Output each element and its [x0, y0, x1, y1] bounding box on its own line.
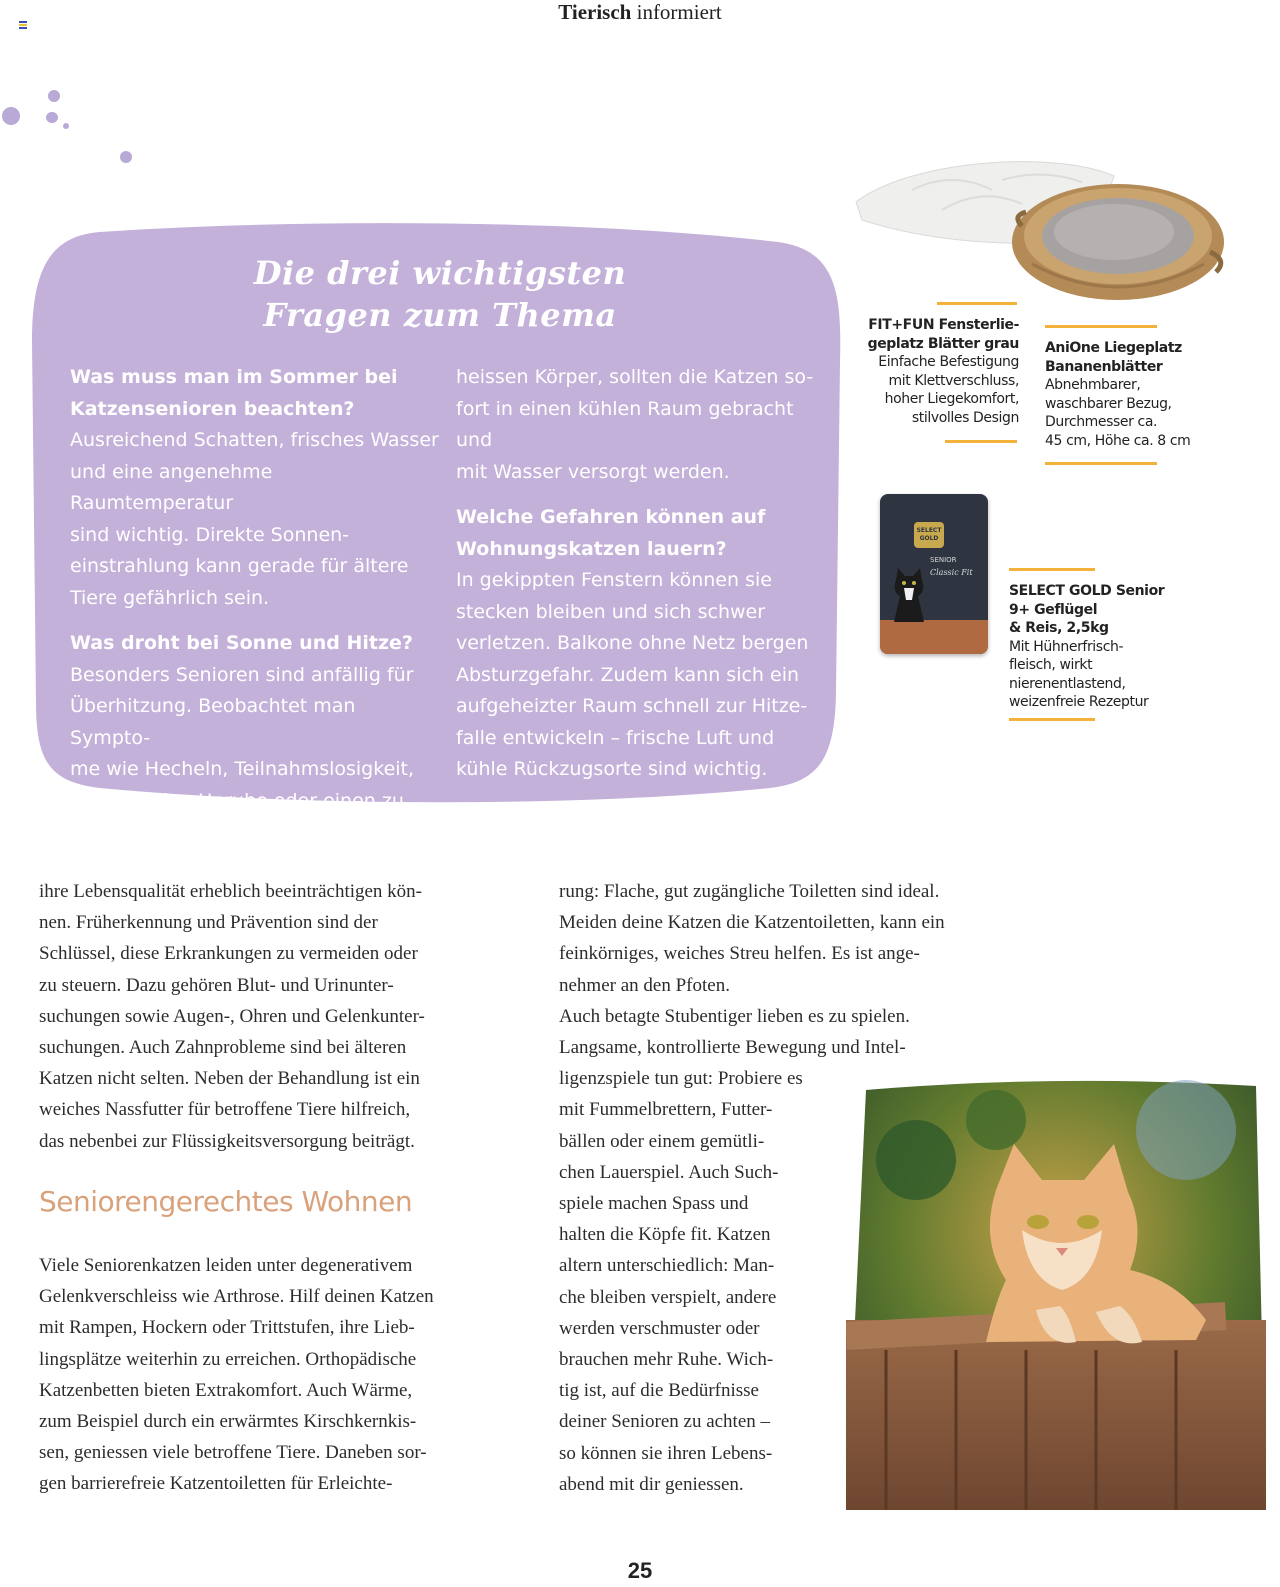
body-column-1 [39, 876, 509, 1157]
decor-dot [48, 90, 60, 102]
decor-dot [46, 112, 58, 123]
product-name: Bananenblätter [1045, 358, 1163, 375]
qa-answer-line: einstrahlung kann gerade für ältere [70, 555, 409, 577]
body-line: so können sie ihren Lebens- [559, 1442, 773, 1464]
body-line: lingsplätze weiterhin zu erreichen. Orthopädische [39, 1348, 417, 1370]
qa-question: Welche Gefahren können auf [456, 506, 766, 528]
body-line: mit Rampen, Hockern oder Trittstufen, ihre Lieb- [39, 1317, 415, 1339]
product-desc: Durchmesser ca. [1045, 414, 1158, 430]
body-line: sen, geniessen viele betroffene Tiere. Daneben sor- [39, 1442, 427, 1464]
product-desc: hoher Liegekomfort, [884, 391, 1019, 407]
qa-answer-line: Überhitzung. Beobachtet man Sympto- [70, 695, 356, 749]
qa-answer-line: und eine angenehme Raumtemperatur [70, 460, 273, 514]
body-line: Schlüssel, diese Erkrankungen zu vermeiden oder [39, 943, 418, 965]
product-desc: fleisch, wirkt [1009, 657, 1093, 673]
body-line: deiner Senioren zu achten – [559, 1411, 771, 1433]
product-desc: Mit Hühnerfrisch- [1009, 638, 1124, 655]
flag-icon [19, 21, 27, 28]
qa-title-line: Die drei wichtigsten [253, 254, 627, 292]
product-rule [1045, 325, 1157, 328]
decor-dot [2, 107, 20, 125]
product-rule [945, 440, 1017, 443]
product-image-cat-beds [852, 160, 1252, 320]
product-name: 9+ Geflügel [1009, 601, 1098, 618]
body-line: ligenzspiele tun gut: Probiere es [559, 1068, 803, 1090]
qa-title-line: Fragen zum Thema [263, 296, 617, 334]
body-line: das nebenbei zur Flüssigkeitsversorgung beiträgt. [39, 1130, 415, 1152]
qa-answer-line: Tiere gefährlich sein. [70, 586, 270, 609]
product-rule [937, 302, 1017, 305]
decor-dot [63, 123, 69, 129]
body-line: rung: Flache, gut zugängliche Toiletten sind ideal. [559, 881, 940, 902]
qa-right-column [456, 362, 826, 786]
qa-answer-line: heissen Körper, sollten die Katzen so- [456, 366, 814, 388]
body-column-1-bottom [39, 1250, 509, 1500]
body-line: zum Beispiel durch ein erwärmtes Kirschkernkis- [39, 1411, 417, 1433]
product-name: FIT+FUN Fensterlie- [868, 317, 1019, 333]
qa-question: Was droht bei Sonne und Hitze? [70, 632, 413, 654]
product-desc: nierenentlastend, [1009, 675, 1126, 692]
qa-answer-line: In gekippten Fenstern können sie [456, 569, 772, 591]
body-line: nen. Früherkennung und Prävention sind der [39, 912, 378, 934]
qa-answer-line: Ausreichend Schatten, frisches Wasser [70, 429, 439, 451]
body-line: mit Fummelbrettern, Futter- [559, 1099, 773, 1121]
cat-photo [846, 1080, 1266, 1510]
product-desc: mit Klettverschluss, [888, 372, 1019, 389]
qa-answer-line: Absturzgefahr. Zudem kann sich ein [456, 663, 800, 686]
body-line: nehmer an den Pfoten. [559, 974, 730, 996]
body-line: gen barrierefreie Katzentoiletten für Erleichte- [39, 1473, 393, 1495]
product-desc: waschbarer Bezug, [1045, 395, 1172, 412]
qa-answer-line: aufgeheizter Raum schnell zur Hitze- [456, 695, 808, 717]
product-desc: Abnehmbarer, [1045, 377, 1141, 393]
qa-question: Katzensenioren beachten? [70, 397, 355, 420]
product-fitfun [864, 316, 1019, 427]
body-line: spiele machen Spass und [559, 1193, 749, 1215]
product-desc: weizenfreie Rezeptur [1009, 694, 1149, 710]
product-desc: Einfache Befestigung [878, 354, 1019, 370]
body-line: Auch betagte Stubentiger lieben es zu spielen. [559, 1005, 910, 1027]
body-line: Gelenkverschleiss wie Arthrose. Hilf deinen Katzen [39, 1286, 434, 1308]
qa-answer-line: kühle Rückzugsorte sind wichtig. [456, 758, 768, 780]
body-line: abend mit dir geniessen. [559, 1473, 744, 1495]
product-name: geplatz Blätter grau [867, 335, 1019, 352]
body-line: Langsame, kontrollierte Bewegung und Intel- [559, 1037, 906, 1059]
product-name: AniOne Liegeplatz [1045, 340, 1182, 356]
body-line: Meiden deine Katzen die Katzentoiletten, kann ein [559, 912, 945, 934]
body-line: ihre Lebensqualität erheblich beeinträchtigen kön- [39, 881, 423, 902]
body-line: chen Lauerspiel. Auch Such- [559, 1161, 779, 1183]
body-line: suchungen. Auch Zahnprobleme sind bei älteren [39, 1037, 407, 1059]
body-line: zu steuern. Dazu gehören Blut- und Urinunter- [39, 974, 394, 996]
product-desc: 45 cm, Höhe ca. 8 cm [1045, 432, 1191, 449]
qa-answer-line: mit Wasser versorgt werden. [456, 460, 730, 483]
body-line: altern unterschiedlich: Man- [559, 1255, 775, 1277]
qa-answer-line: sind wichtig. Direkte Sonnen- [70, 523, 350, 546]
cat-icon [888, 566, 930, 624]
qa-answer-line: Besonders Senioren sind anfällig für [70, 663, 414, 686]
body-line: Katzenbetten bieten Extrakomfort. Auch Wärme, [39, 1379, 413, 1401]
qa-answer-line: verletzen. Balkone ohne Netz bergen [456, 632, 809, 654]
pouch-label: SENIOR [930, 556, 957, 564]
body-line: tig ist, auf die Bedürfnisse [559, 1380, 759, 1402]
product-name: SELECT GOLD Senior [1009, 583, 1165, 599]
product-rule [1009, 568, 1095, 571]
body-line: feinkörniges, weiches Streu helfen. Es ist ange- [559, 943, 920, 965]
qa-answer-line: fort in einen kühlen Raum gebracht und [456, 397, 794, 451]
pouch-brand: GOLD [919, 535, 939, 542]
qa-answer-line: übermässige Unruhe oder einen zu [70, 789, 404, 812]
product-image-food-pouch [880, 494, 988, 654]
qa-answer-line: stecken bleiben und sich schwer [456, 600, 766, 623]
pouch-sub: Classic Fit [930, 568, 973, 577]
product-rule [1045, 462, 1157, 465]
header-section: informiert [636, 0, 722, 24]
body-line: halten die Köpfe fit. Katzen [559, 1224, 771, 1246]
qa-answer-line: falle entwickeln – frische Luft und [456, 726, 775, 749]
pouch-brand: SELECT [916, 527, 942, 534]
body-line: Katzen nicht selten. Neben der Behandlung ist ein [39, 1068, 420, 1090]
qa-title [190, 252, 690, 336]
decor-dot [120, 151, 132, 163]
body-line: Viele Seniorenkatzen leiden unter degenerativem [39, 1255, 413, 1276]
section-heading: Seniorengerechtes Wohnen [39, 1185, 413, 1218]
product-rule [1009, 718, 1095, 721]
product-selectgold [1009, 582, 1209, 712]
qa-question: Wohnungskatzen lauern? [456, 537, 727, 560]
product-name: & Reis, 2,5kg [1009, 620, 1109, 636]
product-desc: stilvolles Design [911, 409, 1019, 426]
qa-answer-line: me wie Hecheln, Teilnahmslosigkeit, [70, 758, 415, 780]
product-anione [1045, 339, 1225, 450]
qa-left-column [70, 362, 440, 817]
header-brand: Tierisch [558, 0, 632, 24]
page-number: 25 [627, 1558, 653, 1583]
body-line: che bleiben verspielt, andere [559, 1286, 777, 1308]
body-line: bällen oder einem gemütli- [559, 1130, 765, 1152]
qa-question: Was muss man im Sommer bei [70, 366, 398, 388]
body-line: brauchen mehr Ruhe. Wich- [559, 1349, 774, 1371]
running-header [0, 0, 1280, 26]
body-line: werden verschmuster oder [559, 1317, 760, 1339]
body-line: weiches Nassfutter für betroffene Tiere hilfreich, [39, 1099, 411, 1121]
body-line: suchungen sowie Augen-, Ohren und Gelenkunter- [39, 1005, 425, 1027]
